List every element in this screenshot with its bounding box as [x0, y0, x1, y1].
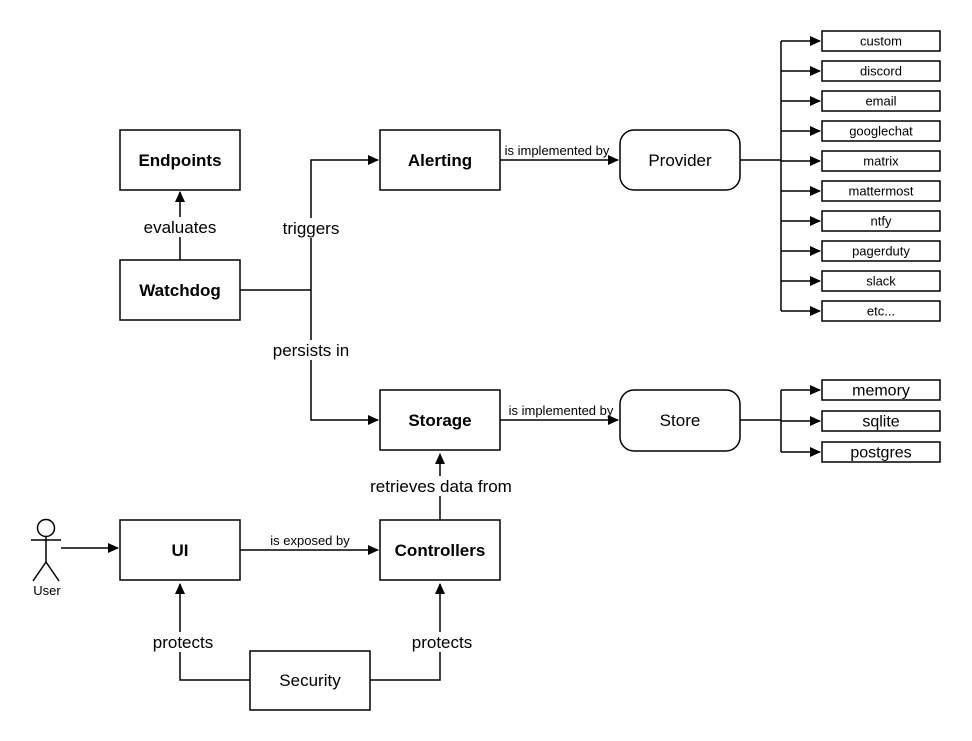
- store-item-label: postgres: [850, 444, 912, 462]
- edge-label-protects-controllers: [411, 632, 473, 652]
- actor-head: [38, 520, 55, 537]
- store-item: [822, 380, 940, 400]
- node-label: UI: [171, 541, 189, 560]
- provider-item: [822, 151, 940, 171]
- provider-item-label: googlechat: [849, 123, 913, 139]
- edge-label-text: protects: [411, 633, 473, 652]
- provider-item: [822, 31, 940, 51]
- node-label: Endpoints: [138, 151, 222, 170]
- node-alerting: [380, 130, 500, 190]
- node-provider: [620, 130, 740, 190]
- node-label: Watchdog: [139, 281, 221, 300]
- edge-label-text: persists in: [272, 341, 350, 360]
- edge-label-triggers: [282, 218, 340, 238]
- provider-item: [822, 301, 940, 321]
- provider-item-label: discord: [860, 63, 902, 79]
- node-label: Alerting: [407, 151, 473, 170]
- provider-item-label: slack: [866, 273, 896, 289]
- provider-item: [822, 91, 940, 111]
- node-security: [250, 651, 370, 710]
- provider-item: [822, 271, 940, 291]
- node-label: Store: [659, 411, 701, 430]
- provider-item-label: email: [865, 93, 897, 109]
- edge-label-text: protects: [152, 633, 214, 652]
- provider-item: [822, 61, 940, 81]
- edge-label-evaluates: [143, 217, 218, 237]
- actor-right-leg: [46, 562, 59, 581]
- edge-label-text: is implemented by: [504, 143, 610, 158]
- edge-label-is-exposed-by: [270, 533, 350, 548]
- provider-item: [822, 241, 940, 261]
- provider-item-label: mattermost: [848, 183, 914, 199]
- edge-label-storage-implemented-by: [509, 403, 614, 418]
- provider-item: [822, 211, 940, 231]
- node-label: Storage: [408, 411, 472, 430]
- store-item: [822, 442, 940, 462]
- node-controllers: [380, 520, 500, 580]
- store-item: [822, 411, 940, 431]
- edge-label-text: is exposed by: [270, 533, 350, 548]
- store-item-label: memory: [852, 382, 910, 400]
- node-ui: [120, 520, 240, 580]
- provider-item-label: ntfy: [870, 213, 892, 229]
- node-storage: [380, 390, 500, 450]
- edge-label-text: is implemented by: [508, 403, 614, 418]
- edge-label-text: triggers: [282, 219, 340, 238]
- node-endpoints: [120, 130, 240, 190]
- provider-item: [822, 121, 940, 141]
- edge-label-alerting-implemented-by: [505, 143, 610, 158]
- actor-left-leg: [33, 562, 46, 581]
- edge-label-text: retrieves data from: [370, 477, 512, 496]
- user-actor-figure: [31, 520, 61, 599]
- node-label: Provider: [648, 151, 712, 170]
- provider-item-label: matrix: [863, 153, 899, 169]
- node-store: [620, 390, 740, 451]
- edge-label-protects-ui: [152, 632, 214, 652]
- edge-label-retrieves-data-from: [365, 476, 517, 496]
- provider-item-label: pagerduty: [852, 243, 910, 259]
- provider-item-label: custom: [860, 33, 902, 49]
- node-label: Security: [279, 671, 341, 690]
- provider-item-label: etc...: [866, 303, 896, 319]
- provider-item: [822, 181, 940, 201]
- node-watchdog: [120, 260, 240, 320]
- node-label: Controllers: [394, 541, 486, 560]
- store-item-label: sqlite: [862, 413, 900, 431]
- edge-label-persists-in: [272, 340, 350, 360]
- actor-label: User: [33, 583, 61, 598]
- edge-label-text: evaluates: [143, 218, 217, 237]
